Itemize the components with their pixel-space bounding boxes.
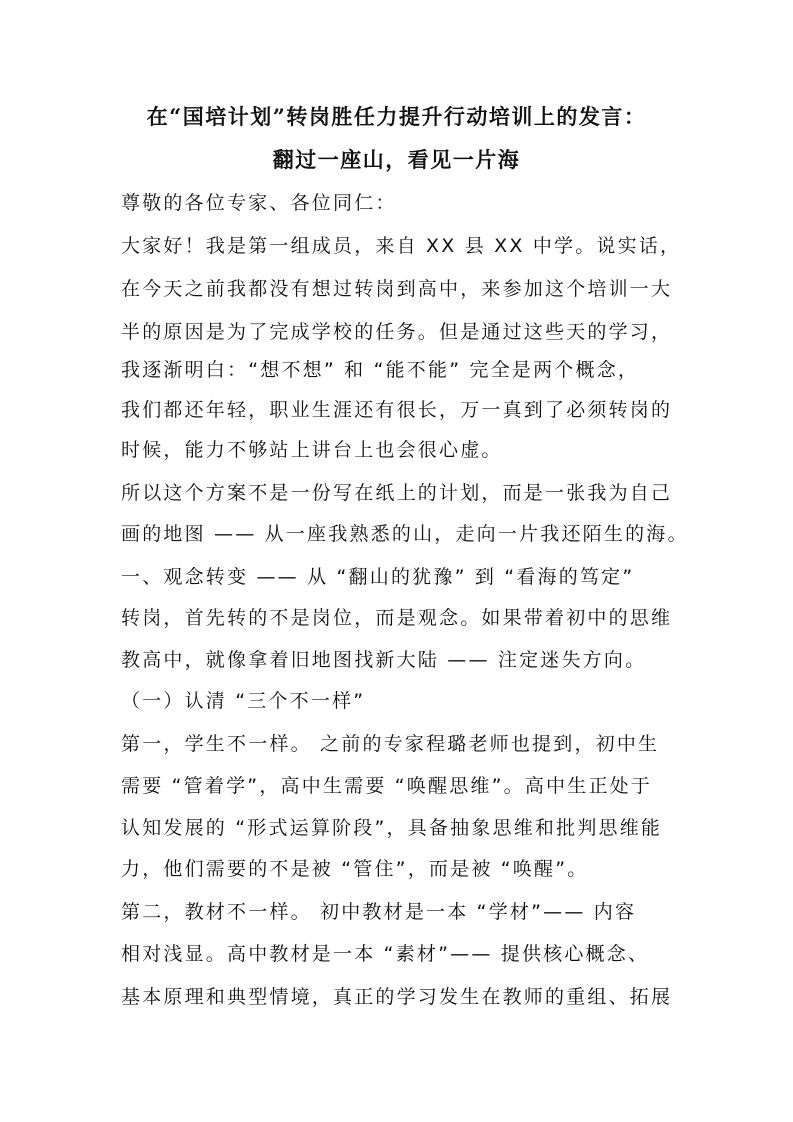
paragraph-line: 我逐渐明白：“想不想” 和 “能不能” 完全是两个概念， xyxy=(121,359,640,381)
paragraph-line: 时候，能力不够站上讲台上也会很心虚。 xyxy=(121,439,503,461)
paragraph-line: 需要 “管着学”，高中生需要 “唤醒思维”。高中生正处于 xyxy=(121,775,653,797)
title-line-1: 在“国培计划”转岗胜任力提升行动培训上的发言： xyxy=(146,104,647,129)
paragraph-line: 认知发展的 “形式运算阶段”，具备抽象思维和批判思维能 xyxy=(121,817,663,839)
paragraph-line: 转岗，首先转的不是岗位，而是观念。如果带着初中的思维 xyxy=(121,607,673,629)
title-line-2: 翻过一座山，看见一片海 xyxy=(272,147,521,172)
paragraph-line: 我们都还年轻，职业生涯还有很长，万一真到了必须转岗的 xyxy=(121,399,673,421)
paragraph-line: 基本原理和典型情境，真正的学习发生在教师的重组、拓展 xyxy=(121,986,673,1008)
subsection-heading: （一）认清 “三个不一样” xyxy=(121,690,366,712)
paragraph-line: 所以这个方案不是一份写在纸上的计划，而是一张我为自己 xyxy=(121,482,673,504)
paragraph-line: 相对浅显。高中教材是一本 “素材”—— 提供核心概念、 xyxy=(121,943,650,965)
section-heading: 一、观念转变 —— 从 “翻山的犹豫” 到 “看海的笃定” xyxy=(121,566,635,588)
paragraph-line: 力，他们需要的不是被 “管住”，而是被 “唤醒”。 xyxy=(121,858,589,880)
paragraph-line: 第一，学生不一样。 之前的专家程璐老师也提到，初中生 xyxy=(121,733,660,755)
paragraph-line: 半的原因是为了完成学校的任务。但是通过这些天的学习， xyxy=(121,321,673,343)
paragraph-line: 教高中，就像拿着旧地图找新大陆 —— 注定迷失方向。 xyxy=(121,649,647,671)
paragraph-line: 大家好！我是第一组成员，来自 XX 县 XX 中学。说实话， xyxy=(121,235,682,257)
paragraph-line: 画的地图 —— 从一座我熟悉的山，走向一片我还陌生的海。 xyxy=(121,523,689,545)
paragraph-line: 在今天之前我都没有想过转岗到高中，来参加这个培训一大 xyxy=(121,278,673,300)
paragraph-line: 第二，教材不一样。 初中教材是一本 “学材”—— 内容 xyxy=(121,901,637,923)
salutation: 尊敬的各位专家、各位同仁： xyxy=(121,192,397,214)
